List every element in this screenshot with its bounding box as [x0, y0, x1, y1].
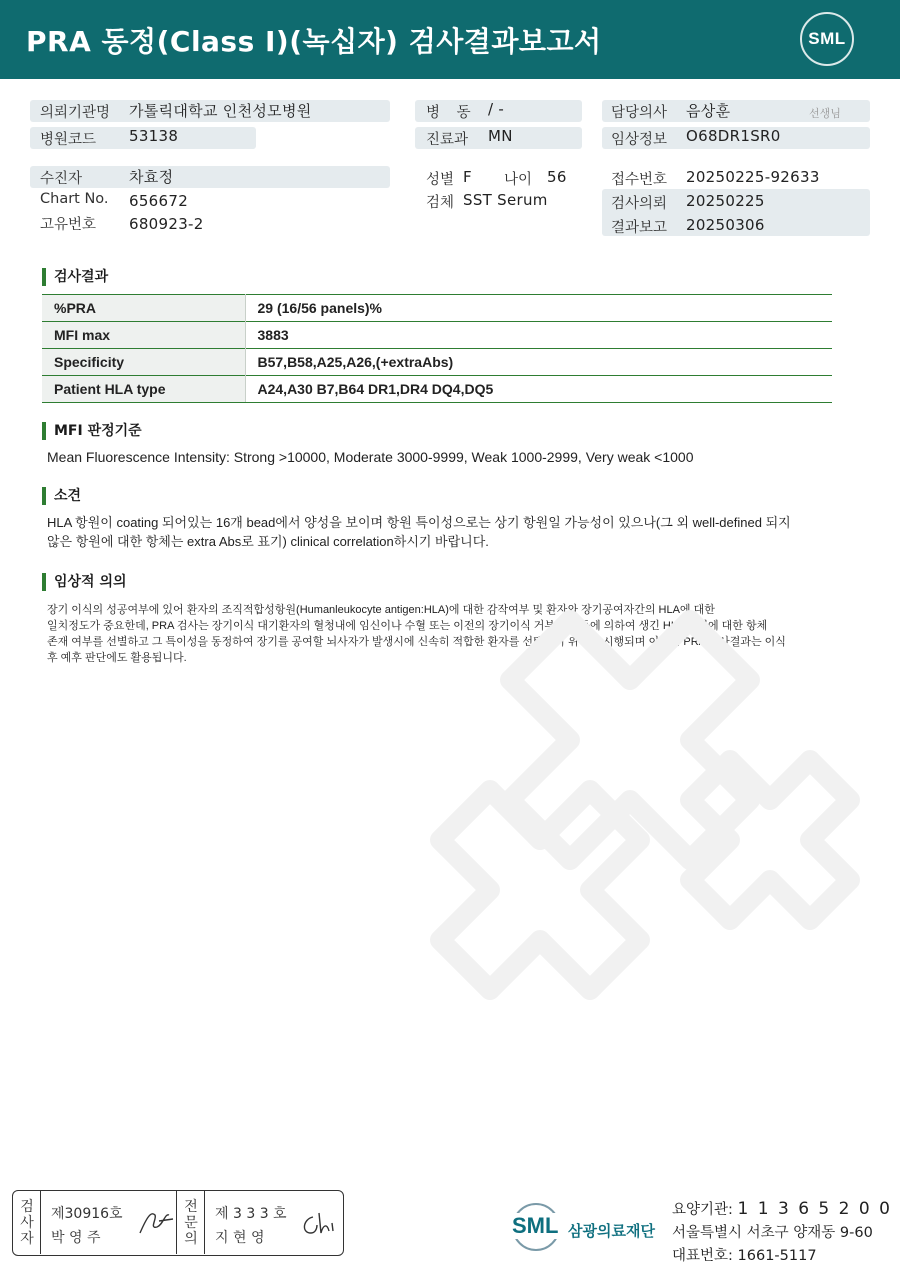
clinical-line: 후 예후 판단에도 활용됩니다. [47, 652, 187, 664]
org-name: 삼광의료재단 [568, 1222, 655, 1240]
examiner-label-col [13, 1191, 41, 1254]
report-date-value: 20250306 [686, 216, 765, 234]
result-key: Patient HLA type [42, 376, 245, 403]
patient-name: 차효정 [129, 168, 174, 186]
table-row [42, 376, 832, 403]
results-table [42, 294, 832, 403]
result-value: B57,B58,A25,A26,(+extraAbs) [245, 349, 832, 376]
sex-label: 성별 [426, 172, 455, 188]
examiner-label-char: 사 [20, 1215, 34, 1231]
examiner-info [41, 1191, 177, 1254]
phone-label: 대표번호: [672, 1248, 733, 1264]
receipt-no-value: 20250225-92633 [686, 168, 820, 186]
report-date-label: 결과보고 [611, 220, 668, 236]
receipt-no-label: 접수번호 [611, 172, 668, 188]
dept-label: 진료과 [426, 132, 469, 148]
clinical-section-title: 임상적 의의 [42, 573, 127, 591]
sml-logo-text: SML [808, 29, 846, 48]
specialist-label-char: 전 [184, 1199, 198, 1215]
request-date-label: 검사의뢰 [611, 196, 668, 212]
examiner-label-char: 검 [20, 1199, 34, 1215]
table-row [42, 349, 832, 376]
patient-row-bg [30, 166, 390, 188]
examiner-label-char: 자 [20, 1231, 34, 1247]
cross-watermark [360, 530, 900, 1030]
mfi-criteria-text: Mean Fluorescence Intensity: Strong >10000, Moderate 3000-9999, Weak 1000-2999, Very weak <1000 [47, 449, 694, 465]
opinion-line: HLA 항원이 coating 되어있는 16개 bead에서 양성을 보이며 항원 특이성으로는 상기 항원일 가능성이 있으나(그 외 well-defined 되지 [47, 515, 791, 530]
clinical-line: 존재 여부를 선별하고 그 특이성을 동정하여 장기를 공여할 뇌사자가 발생시에 신속히 적합한 환자를 선택하기 위하여 시행되며 이러한 PRA 검사결과는 이식 [47, 636, 786, 648]
result-key: Specificity [42, 349, 245, 376]
opinion-line: 않은 항원에 대한 항체는 extra Abs로 표기) clinical correlation하시기 바랍니다. [47, 534, 489, 549]
result-key: MFI max [42, 322, 245, 349]
institution-code-line [672, 1198, 892, 1219]
ward-value: / - [488, 100, 505, 118]
unique-id-value: 680923-2 [129, 215, 204, 233]
clinical-info-value: O68DR1SR0 [686, 127, 781, 145]
doctor-suffix: 선생님 [809, 107, 841, 120]
request-date-value: 20250225 [686, 192, 765, 210]
specialist-label-char: 문 [184, 1215, 198, 1231]
examiner-signature [137, 1207, 175, 1237]
result-value: A24,A30 B7,B64 DR1,DR4 DQ4,DQ5 [245, 376, 832, 403]
institution-code-label: 요양기관: [672, 1202, 733, 1218]
report-header [0, 0, 900, 79]
table-row [42, 322, 832, 349]
institution-label: 의뢰기관명 [40, 105, 111, 121]
ward-label: 병 동 [426, 105, 477, 121]
clinical-line: 장기 이식의 성공여부에 있어 환자의 조직적합성항원(Humanleukocyte antigen:HLA)에 대한 감작여부 및 환자와 장기공여자간의 HLA에 대한 [47, 604, 715, 616]
specialist-signature [299, 1209, 337, 1239]
chart-no-label: Chart No. [40, 191, 109, 207]
phone-line [672, 1244, 817, 1265]
specialist-name: 지 현 영 [215, 1230, 265, 1246]
sml-logo [800, 12, 854, 66]
address: 서울특별시 서초구 양재동 9-60 [672, 1225, 873, 1241]
examiner-license: 제30916호 [51, 1206, 123, 1222]
report-title: PRA 동정(Class I)(녹십자) 검사결과보고서 [26, 25, 602, 58]
specialist-license: 제 3 3 3 호 [215, 1206, 287, 1222]
results-section-title: 검사결과 [42, 268, 108, 286]
clinical-info-label: 임상정보 [611, 132, 668, 148]
hospital-code-value: 53138 [129, 127, 179, 145]
doctor-value: 음상훈 [686, 102, 731, 120]
doctor-label: 담당의사 [611, 105, 668, 121]
result-value: 3883 [245, 322, 832, 349]
result-key: %PRA [42, 295, 245, 322]
unique-id-label: 고유번호 [40, 217, 97, 233]
specimen-label: 검체 [426, 195, 455, 211]
patient-label: 수진자 [40, 171, 83, 187]
institution-code: 1 1 3 6 5 2 0 0 [737, 1199, 892, 1219]
specimen-value: SST Serum [463, 191, 548, 209]
table-row [42, 295, 832, 322]
specialist-label-col [177, 1191, 205, 1254]
examiner-name: 박 영 주 [51, 1230, 101, 1246]
institution-value: 가톨릭대학교 인천성모병원 [129, 102, 312, 120]
age-label: 나이 [504, 172, 533, 188]
opinion-section-title: 소견 [42, 487, 81, 505]
hospital-code-label: 병원코드 [40, 132, 97, 148]
chart-no-value: 656672 [129, 192, 189, 210]
sex-value: F [463, 168, 472, 186]
clinical-line: 일치정도가 중요한데, PRA 검사는 장기이식 대기환자의 혈청내에 임신이나 수혈 또는 이전의 장기이식 거부반응 등에 의하여 생긴 HLA 항원에 대한 항체 [47, 620, 768, 632]
result-value: 29 (16/56 panels)% [245, 295, 832, 322]
specialist-info [205, 1191, 341, 1254]
age-value: 56 [547, 168, 567, 186]
specialist-label-char: 의 [184, 1231, 198, 1247]
mfi-section-title: MFI 판정기준 [42, 422, 142, 440]
signature-box [12, 1190, 344, 1256]
phone-number: 1661-5117 [737, 1248, 817, 1264]
org-logo-text: SML [512, 1213, 559, 1238]
dept-value: MN [488, 127, 513, 145]
